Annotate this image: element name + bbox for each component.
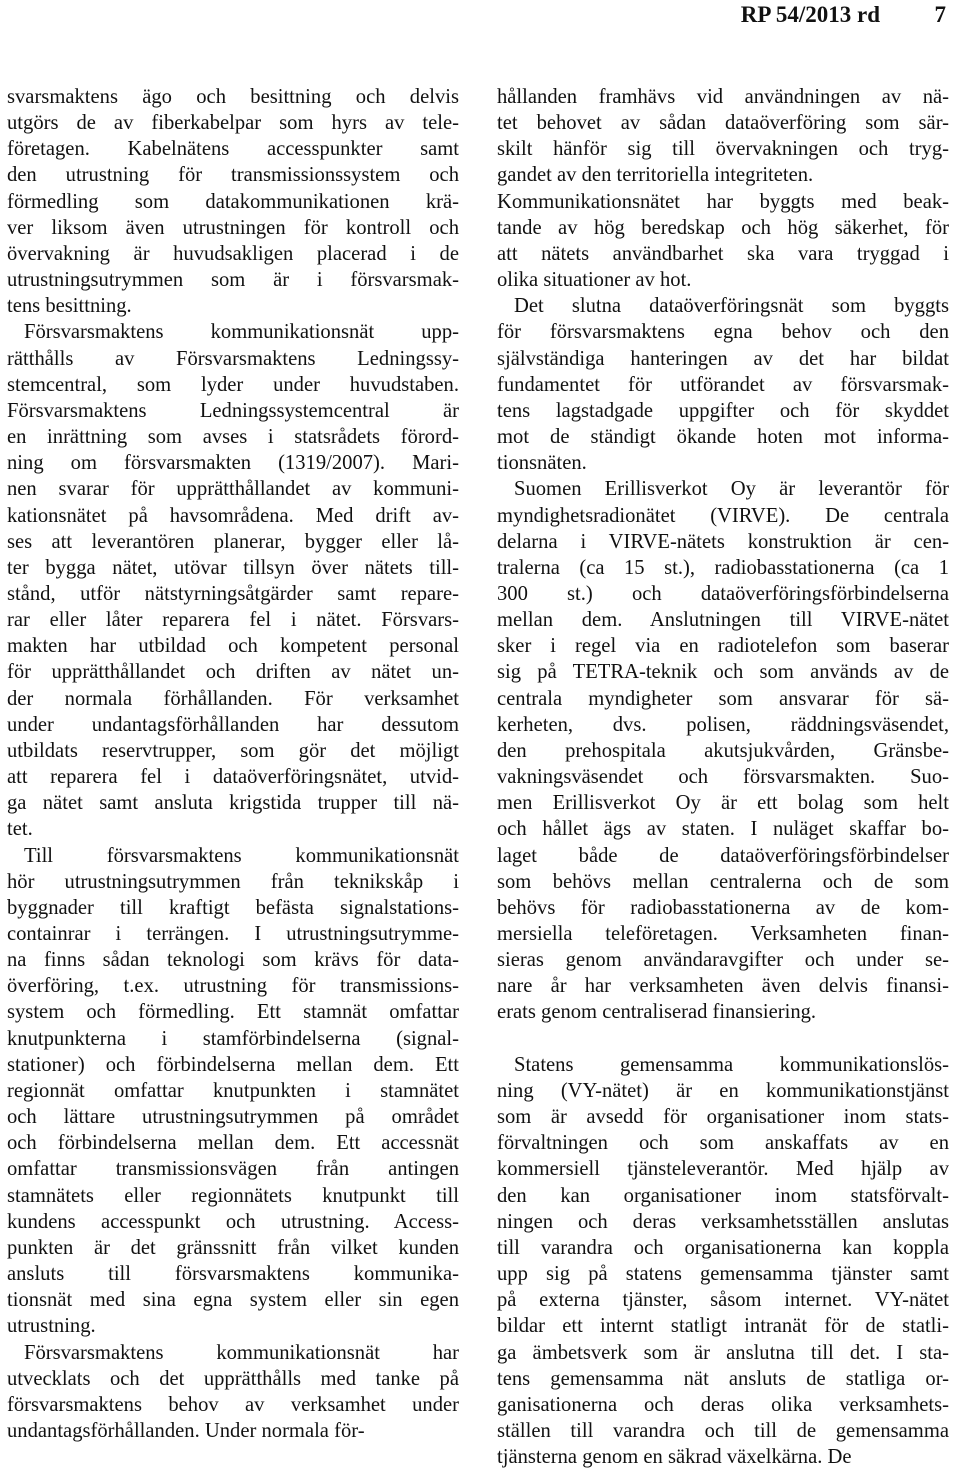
text-line: olika situationer av hot.	[497, 269, 692, 292]
text-line: ning (VY-nätet) är en kommunikationstjänst	[497, 1079, 949, 1102]
text-line: förvaltningen och som anskaffats av en	[497, 1132, 949, 1155]
text-line: tens gemensamma nät ansluts de statliga or-	[497, 1367, 949, 1390]
text-line: för upprätthållandet och driften av nätet un-	[7, 661, 459, 684]
text-line: utbildats reservtrupper, som gör det möjligt	[7, 739, 459, 762]
text-line: den kan organisationer inom statsförvalt-	[497, 1184, 949, 1207]
text-line: delarna i VIRVE-nätets konstruktion är cen-	[497, 530, 949, 553]
text-line: der normala förhållanden. För verksamhet	[7, 687, 459, 710]
text-line: tionsnäten.	[497, 452, 587, 475]
text-line: ses att leverantören planerar, bygger eller lå-	[7, 530, 459, 553]
text-line: stånd, utför nätstyrningsåtgärder samt repare-	[7, 582, 459, 605]
text-line: utrustning.	[7, 1315, 96, 1338]
text-line: gandet av den territoriella integriteten.	[497, 164, 814, 187]
text-line: stamnätets eller regionnätets knutpunkt till	[7, 1184, 459, 1207]
text-line: knutpunkterna i stamförbindelserna (signal-	[7, 1027, 459, 1050]
text-line: skilt hänför sig till övervakningen och tryg-	[497, 138, 949, 161]
text-line: ställen till varandra och till de gemensamma	[497, 1419, 949, 1442]
text-line: ganisationerna och deras olika verksamhets-	[497, 1393, 949, 1416]
text-line: kundens accesspunkt och utrustning. Access-	[7, 1210, 459, 1233]
text-line: den prehospitala akutsjukvården, Gränsbe-	[497, 739, 949, 762]
text-line: försvarsmaktens behov av verksamhet under	[7, 1393, 459, 1416]
text-line: den utrustning för transmissionssystem och	[7, 164, 459, 187]
text-line: utrustningsutrymmen som är i försvarsmak-	[7, 269, 459, 292]
text-line: na finns sådan teknologi som krävs för data-	[7, 949, 459, 972]
text-line: Till försvarsmaktens kommunikationsnät	[24, 844, 459, 867]
text-line: laget både de dataöverföringsförbindelser	[497, 844, 949, 867]
text-line: omfattar transmissionsvägen från antingen	[7, 1158, 459, 1181]
text-line: sig på TETRA-teknik och som används av de	[497, 661, 949, 684]
text-line: självständiga hanteringen av det har bildat	[497, 347, 949, 370]
text-line: upp sig på statens gemensamma tjänster samt	[497, 1263, 949, 1286]
text-line: Försvarsmaktens kommunikationsnät har	[24, 1341, 459, 1364]
text-line: och lättare utrustningsutrymmen på området	[7, 1106, 459, 1129]
text-line: en inrättning som avses i statsrådets förord-	[7, 426, 459, 449]
text-line: utgörs de av fiberkabelpar som hyrs av tele-	[7, 112, 459, 135]
text-line: ga ämbetsverk som är anslutna till det. I sta-	[497, 1341, 949, 1364]
text-line: rar eller låter reparera fel i nätet. Försvars-	[7, 609, 459, 632]
text-line: kationsnätet på havsområdena. Med drift av-	[7, 504, 459, 527]
text-line: Försvarsmaktens Ledningssystemcentral är	[7, 399, 459, 422]
text-line: nare år har verksamheten även delvis finansi-	[497, 975, 949, 998]
text-line: erats genom centraliserad finansiering.	[497, 1001, 817, 1024]
text-line: Suomen Erillisverkot Oy är leverantör för	[514, 478, 949, 501]
text-line: sker i regel via en radiotelefon som baserar	[497, 635, 949, 658]
text-line: övervakning är huvudsakligen placerad i de	[7, 242, 459, 265]
text-line: ningen och deras verksamhetsställen anslutas	[497, 1210, 949, 1233]
text-line: undantagsförhållanden. Under normala för-	[7, 1419, 365, 1442]
text-line: centrala myndigheter som ansvarar för sä-	[497, 687, 949, 710]
text-line: men Erillisverkot Oy är ett bolag som helt	[497, 792, 949, 815]
text-line: vakningsväsendet och försvarsmakten. Suo-	[497, 766, 949, 789]
text-line: att nätets användbarhet ska vara tryggad i	[497, 242, 949, 265]
text-line: nen svarar för upprätthållandet av kommuni-	[7, 478, 459, 501]
text-line	[497, 1026, 949, 1052]
text-line: som behövs mellan centralerna och de som	[497, 870, 949, 893]
text-line: kommersiell tjänsteleverantör. Med hjälp av	[497, 1158, 949, 1181]
text-line: sieras genom användaravgifter och under se-	[497, 949, 949, 972]
text-line: Statens gemensamma kommunikationslös-	[514, 1053, 949, 1076]
text-line: punkten är det gränssnitt från vilket kunden	[7, 1236, 459, 1259]
text-line: hållanden framhävs vid användningen av nä-	[497, 86, 949, 108]
text-line: tionsnät med sina egna system eller sin egen	[7, 1289, 459, 1312]
text-line: tens lagstadgade uppgifter och för skyddet	[497, 399, 949, 422]
text-line: och förbindelserna mellan dem. Ett accessnät	[7, 1132, 459, 1155]
text-line: företagen. Kabelnätens accesspunkter samt	[7, 138, 459, 161]
text-line: kerheten, dvs. polisen, räddningsväsendet,	[497, 713, 949, 736]
text-line: containrar i terrängen. I utrustningsutrymme-	[7, 923, 459, 945]
text-line: att reparera fel i dataöverföringsnätet, utvid-	[7, 766, 459, 789]
text-line: ga nätet samt ansluta krigstida trupper till nä-	[7, 792, 459, 815]
text-line: mellan dem. Anslutningen till VIRVE-nätet	[497, 609, 949, 632]
text-line: Försvarsmaktens kommunikationsnät upp-	[24, 321, 459, 344]
text-line: ning om försvarsmakten (1319/2007). Mari-	[7, 452, 459, 475]
text-line: utvecklats och det upprätthålls med tanke på	[7, 1367, 459, 1390]
text-line: som är avsedd för organisationer inom stats-	[497, 1106, 949, 1129]
text-line: tjänsterna genom en säkrad växelkärna. De	[497, 1446, 852, 1469]
text-line: ter bygga nätet, utövar tillsyn över nätets till-	[7, 556, 459, 579]
text-line: till varandra och organisationerna kan koppla	[497, 1236, 949, 1259]
text-line: tralerna (ca 15 st.), radiobasstationerna (ca 1	[497, 556, 949, 579]
page-number: 7	[934, 2, 946, 27]
text-line: tens besittning.	[7, 295, 132, 318]
text-line: behövs för radiobasstationerna av de kom-	[497, 896, 949, 919]
text-line: fundamentet för utförandet av försvarsmak-	[497, 373, 949, 396]
text-line: tet.	[7, 818, 33, 841]
text-line: 300 st.) och dataöverföringsförbindelserna	[497, 582, 949, 605]
text-line: för försvarsmaktens egna behov och den	[497, 321, 949, 344]
document-id: RP 54/2013 rd	[740, 2, 880, 27]
text-line: överföring, t.ex. utrustning för transmissions-	[7, 975, 459, 998]
text-line: makten har utbildad och kompetent personal	[7, 635, 459, 658]
text-line: tet behovet av sådan dataöverföring som sär-	[497, 112, 949, 135]
text-line: på externa tjänster, såsom internet. VY-nätet	[497, 1289, 949, 1312]
text-line: ver liksom även utrustningen för kontroll och	[7, 216, 459, 239]
text-line: system och förmedling. Ett stamnät omfattar	[7, 1001, 459, 1024]
text-line: bildar ett internt statligt intranät för de statli-	[497, 1315, 949, 1338]
right-text-column	[497, 84, 949, 1470]
text-line: myndighetsradionätet (VIRVE). De centrala	[497, 504, 949, 527]
text-line: mersiella teleföretagen. Verksamheten finan-	[497, 923, 949, 945]
text-line: ansluts till försvarsmaktens kommunika-	[7, 1263, 459, 1286]
text-line: mot de ständigt ökande hoten mot informa-	[497, 426, 949, 449]
text-line: och hållet ägs av staten. I nuläget skaffar bo-	[497, 818, 949, 841]
text-line: förmedling som datakommunikationen krä-	[7, 190, 459, 213]
left-text-column	[7, 84, 459, 1444]
text-line: stemcentral, som lyder under huvudstaben.	[7, 373, 459, 396]
text-line: hör utrustningsutrymmen från teknikskåp i	[7, 870, 459, 893]
text-line: regionnät omfattar knutpunkten i stamnätet	[7, 1079, 459, 1102]
text-line: Det slutna dataöverföringsnät som byggts	[514, 295, 949, 318]
text-line: under undantagsförhållanden har dessutom	[7, 713, 459, 736]
page-header	[0, 0, 960, 40]
text-line: tande av hög beredskap och hög säkerhet, för	[497, 216, 949, 239]
text-line: Kommunikationsnätet har byggts med beak-	[497, 190, 949, 213]
text-line: rätthålls av Försvarsmaktens Ledningssy-	[7, 347, 459, 370]
text-line: byggnader till kraftigt befästa signalstations-	[7, 896, 459, 919]
text-line: stationer) och förbindelserna mellan dem. Ett	[7, 1053, 459, 1076]
text-line: svarsmaktens ägo och besittning och delvis	[7, 86, 459, 108]
